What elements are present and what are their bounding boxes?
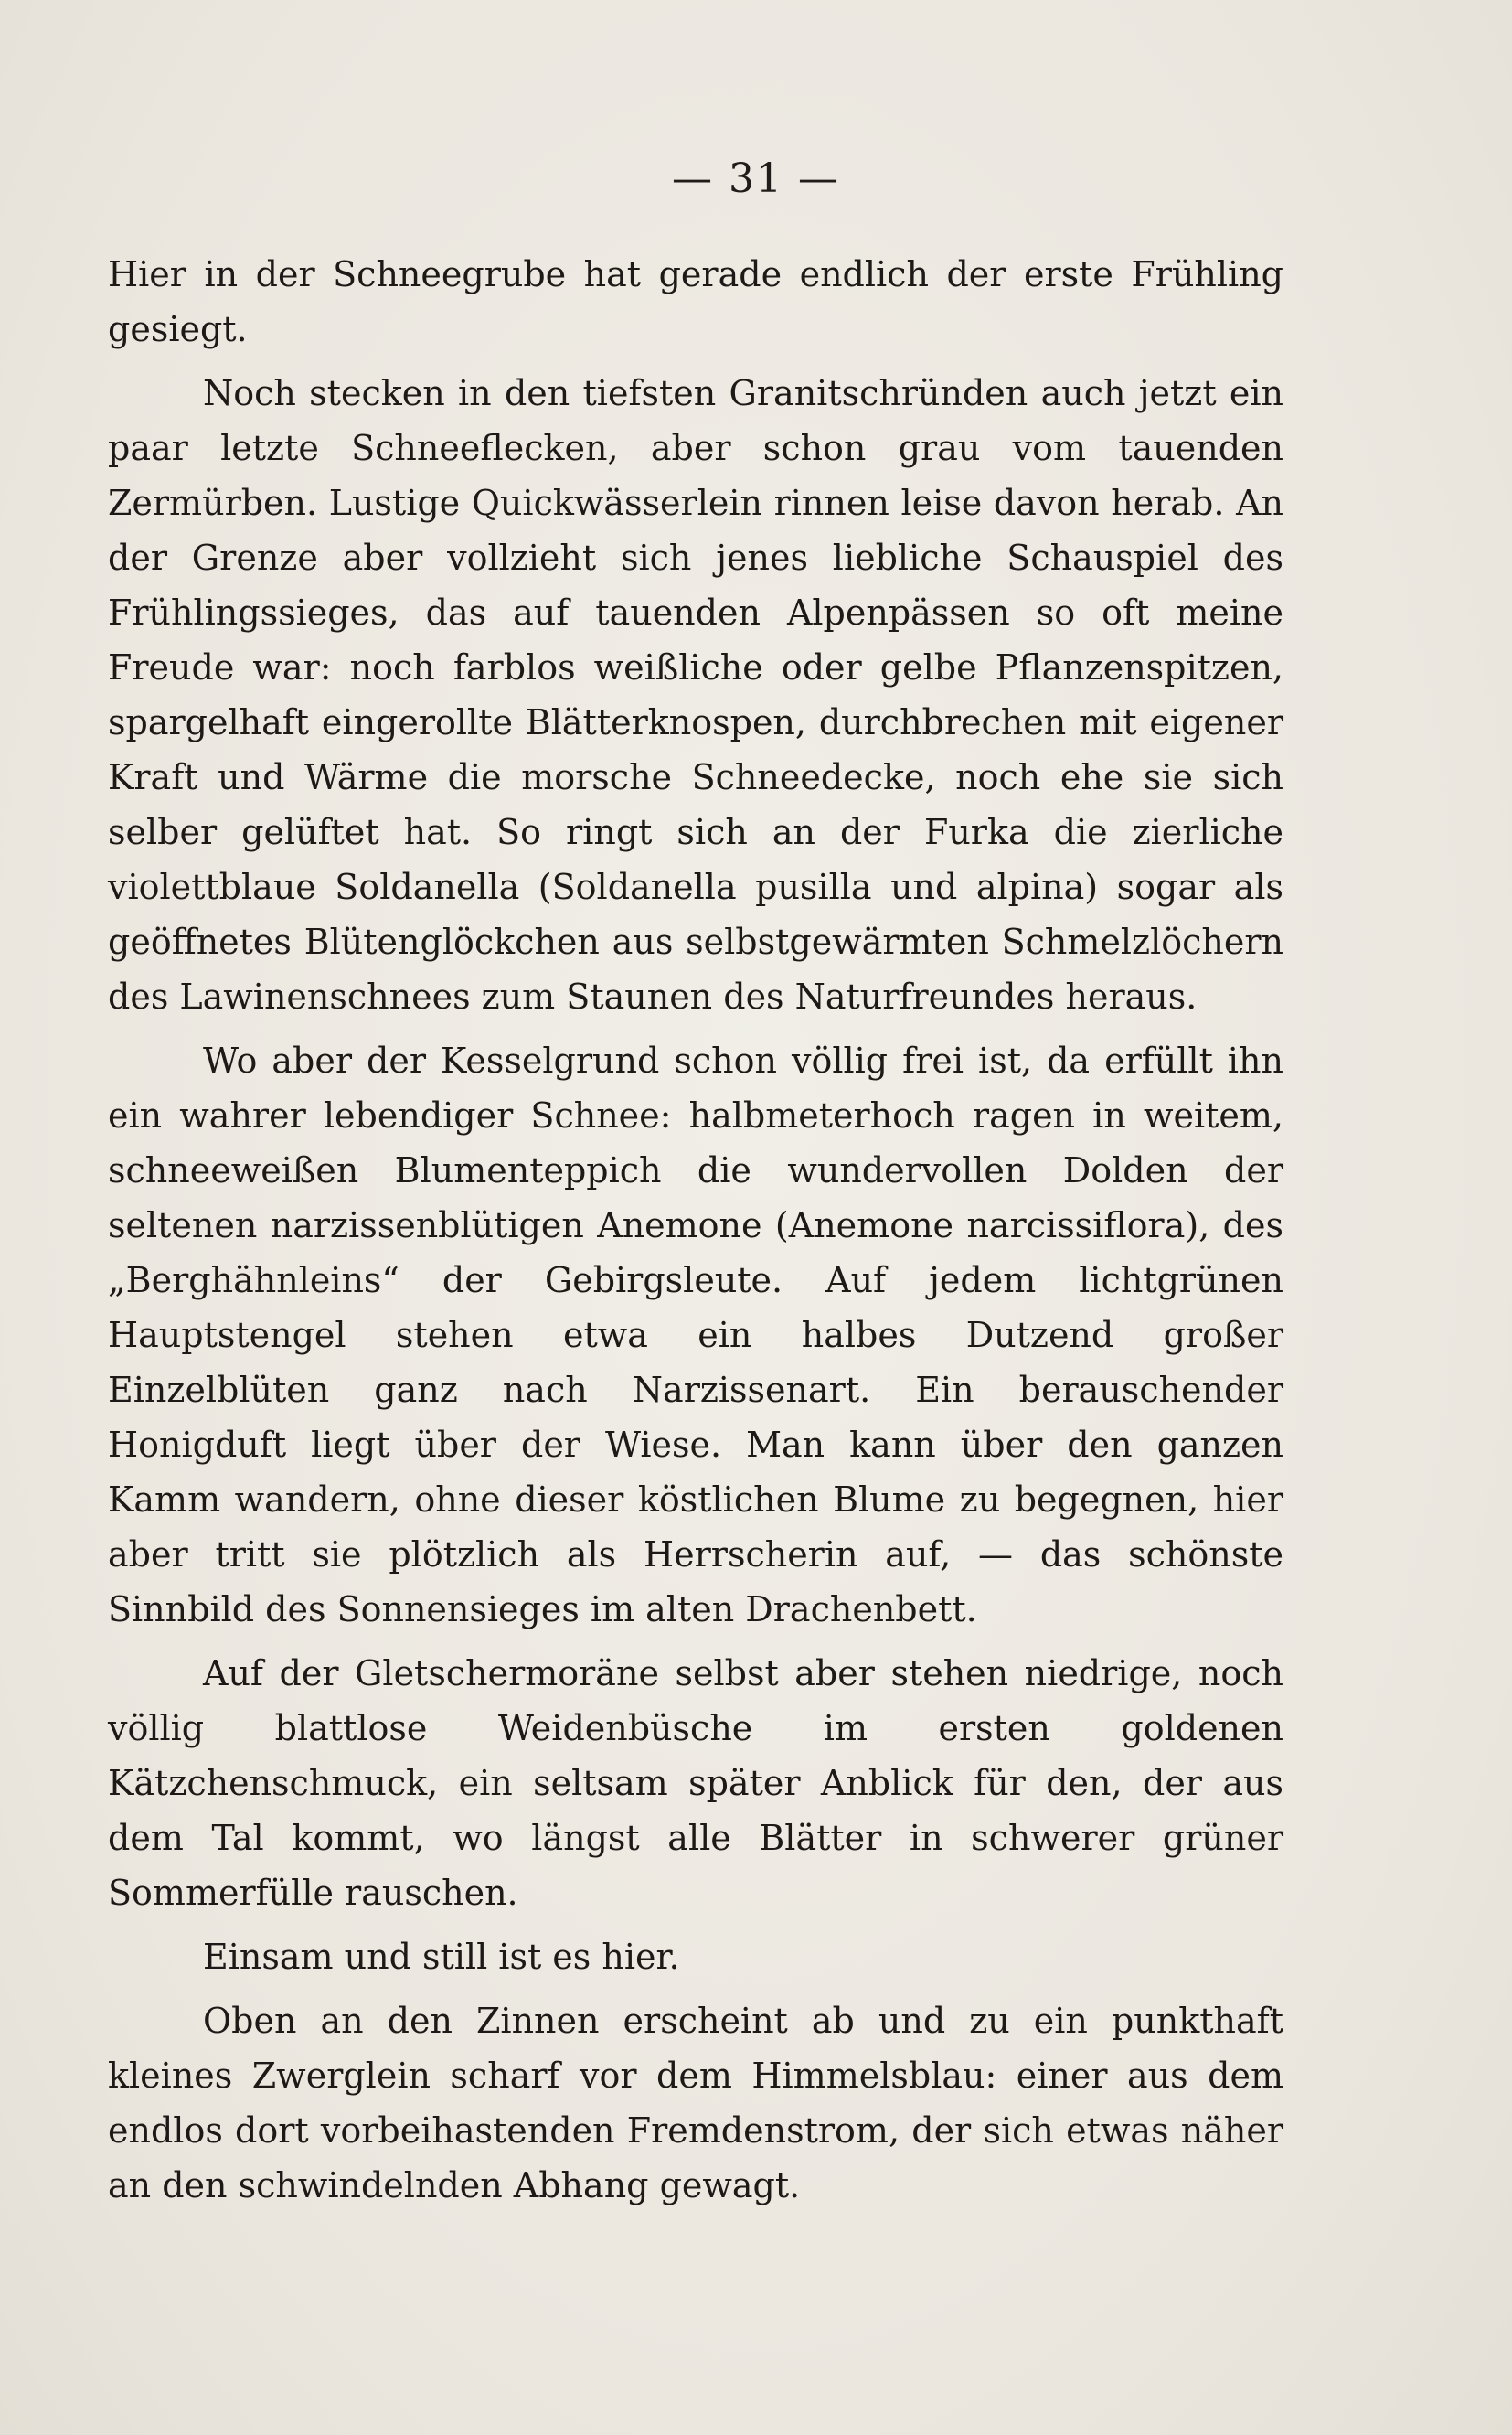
paragraph-6: Oben an den Zinnen erscheint ab und zu ein punkthaft kleines Zwerglein scharf vor dem Himmelsblau: einer aus dem endlos dort vorbeihastenden Fremdenstrom, der sich etwas näher an den schwindelnden Abhang gewagt.: [108, 2001, 1283, 2205]
paragraph-3: Wo aber der Kesselgrund schon völlig frei ist, da erfüllt ihn ein wahrer lebendiger Schnee: halbmeterhoch ragen in weitem, schneeweißen Blumenteppich die wundervollen Dolden der seltenen narzissenblütigen Anemone (Anemone narcissiflora), des „Berghähnleins“ der Gebirgsleute. Auf jedem lichtgrünen Hauptstengel stehen etwa ein halbes Dutzend großer Einzelblüten ganz nach Narzissenart. Ein berauschender Honigduft liegt über der Wiese. Man kann über den ganzen Kamm wandern, ohne dieser köstlichen Blume zu begegnen, hier aber tritt sie plötzlich als Herrscherin auf, — das schönste Sinnbild des Sonnensieges im alten Drachenbett.: [108, 1041, 1283, 1629]
paragraph-5: Einsam und still ist es hier.: [203, 1937, 680, 1977]
paragraph-1: Hier in der Schneegrube hat gerade endlich der erste Frühling gesiegt.: [108, 254, 1283, 349]
paragraph-2: Noch stecken in den tiefsten Granitschründen auch jetzt ein paar letzte Schneeflecken, aber schon grau vom tauenden Zermürben. Lustige Quickwässerlein rinnen leise davon herab. An der Grenze aber vollzieht sich jenes liebliche Schauspiel des Frühlingssieges, das auf tauenden Alpenpässen so oft meine Freude war: noch farblos weißliche oder gelbe Pflanzenspitzen, spargelhaft eingerollte Blätterknospen, durchbrechen mit eigener Kraft und Wärme die morsche Schneedecke, noch ehe sie sich selber gelüftet hat. So ringt sich an der Furka die zierliche violettblaue Soldanella (Soldanella pusilla und alpina) sogar als geöffnetes Blütenglöckchen aus selbstgewärmten Schmelzlöchern des Lawinenschnees zum Staunen des Naturfreundes heraus.: [108, 373, 1283, 1017]
page-number: — 31 —: [672, 155, 840, 202]
body-text: [108, 247, 1283, 2213]
paragraph-4: Auf der Gletschermoräne selbst aber stehen niedrige, noch völlig blattlose Weidenbüsche im ersten goldenen Kätzchenschmuck, ein seltsam später Anblick für den, der aus dem Tal kommt, wo längst alle Blätter in schwerer grüner Sommerfülle rauschen.: [108, 1653, 1283, 1913]
